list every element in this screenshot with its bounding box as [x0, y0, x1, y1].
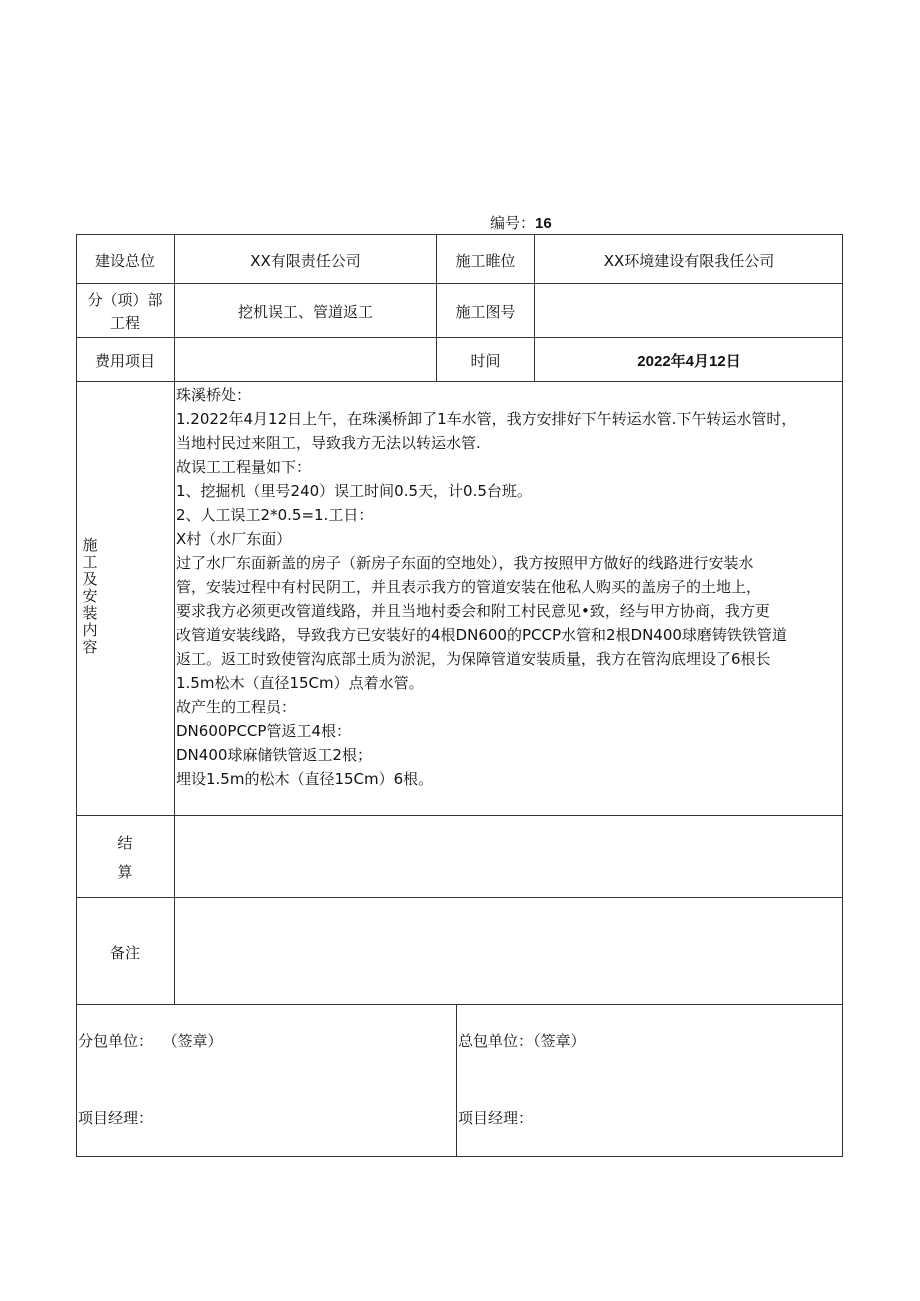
settlement-label-char2: 算 [117, 863, 133, 881]
number-label: 编号： [490, 214, 536, 232]
general-contractor-sign: 总包单位：（签章） [458, 1032, 586, 1050]
content-label-char: 装 [82, 604, 98, 622]
number-value: 16 [535, 215, 552, 232]
content-label-char: 容 [82, 638, 98, 656]
content-label-char: 安 [82, 587, 98, 605]
content-line: 管，安装过程中有村民阴工，并且表示我方的管道安装在他私人购买的盖房子的土地上， [176, 578, 762, 596]
content-body [176, 383, 840, 791]
content-line: 当地村民过来阻工，导致我方无法以转运水管. [176, 434, 481, 452]
content-label-char: 施 [82, 536, 98, 554]
content-line: 1.5m松木（直径15Cm）点着水管。 [176, 674, 424, 692]
document-number [490, 212, 552, 233]
content-line: 埋设1.5m的松木（直径15Cm）6根。 [176, 770, 434, 788]
construction-unit-value: XX有限责任公司 [250, 252, 361, 270]
content-line: 改管道安装线路，导致我方已安装好的4根DN600的PCCP水管和2根DN400球磨铸铁铁管道 [176, 626, 787, 644]
content-line: 2、人工误工2*0.5=1.工日： [176, 506, 374, 524]
sub-contractor-sign: 分包单位： （签章） [78, 1032, 223, 1050]
content-line: 返工。返工时致使管沟底部土质为淤泥，为保障管道安装质量，我方在管沟底埋设了6根长 [176, 650, 771, 668]
date-label: 时间 [470, 352, 501, 370]
project-manager-left: 项目经理： [78, 1109, 154, 1127]
content-line: DN600PCCP管返工4根： [176, 722, 351, 740]
content-line: 要求我方必须更改管道线路，并且当地村委会和附工村民意见•致，经与甲方协商，我方更 [176, 602, 770, 620]
sub-project-value: 挖机误工、管道返工 [237, 303, 373, 321]
settlement-label-char1: 结 [117, 834, 133, 852]
content-line: 故误工工程量如下： [176, 458, 312, 476]
content-line: 珠溪桥处： [176, 386, 252, 404]
date-value: 2022年4月12日 [637, 353, 741, 370]
sub-project-label-line2: 工程 [109, 314, 140, 332]
content-line: 1.2022年4月12日上午，在珠溪桥卸了1车水管，我方安排好下午转运水管.下午转运水管时， [176, 410, 797, 428]
remarks-label: 备注 [109, 944, 140, 962]
drawing-no-label: 施工图号 [455, 303, 516, 321]
content-line: DN400球麻储铁管返工2根； [176, 746, 372, 764]
content-label-char: 内 [82, 621, 98, 639]
project-manager-right: 项目经理： [458, 1109, 534, 1127]
content-line: X村（水厂东面） [176, 530, 292, 548]
content-line: 故产生的工程员： [176, 698, 297, 716]
cost-item-label: 费用项目 [94, 352, 155, 370]
sub-project-label-line1: 分（项）部 [87, 291, 163, 309]
content-line: 过了水厂东面新盖的房子（新房子东面的空地处），我方按照甲方做好的线路进行安装水 [176, 554, 754, 572]
content-label-char: 工 [82, 553, 98, 571]
contractor-label: 施工睢位 [455, 252, 516, 270]
contractor-value: XX环境建设有限我任公司 [603, 252, 775, 270]
content-label [80, 537, 100, 656]
content-line: 1、挖掘机（里号240）误工时间0.5天，计0.5台班。 [176, 482, 532, 500]
construction-unit-label: 建设总位 [94, 252, 155, 270]
content-label-char: 及 [82, 570, 98, 588]
